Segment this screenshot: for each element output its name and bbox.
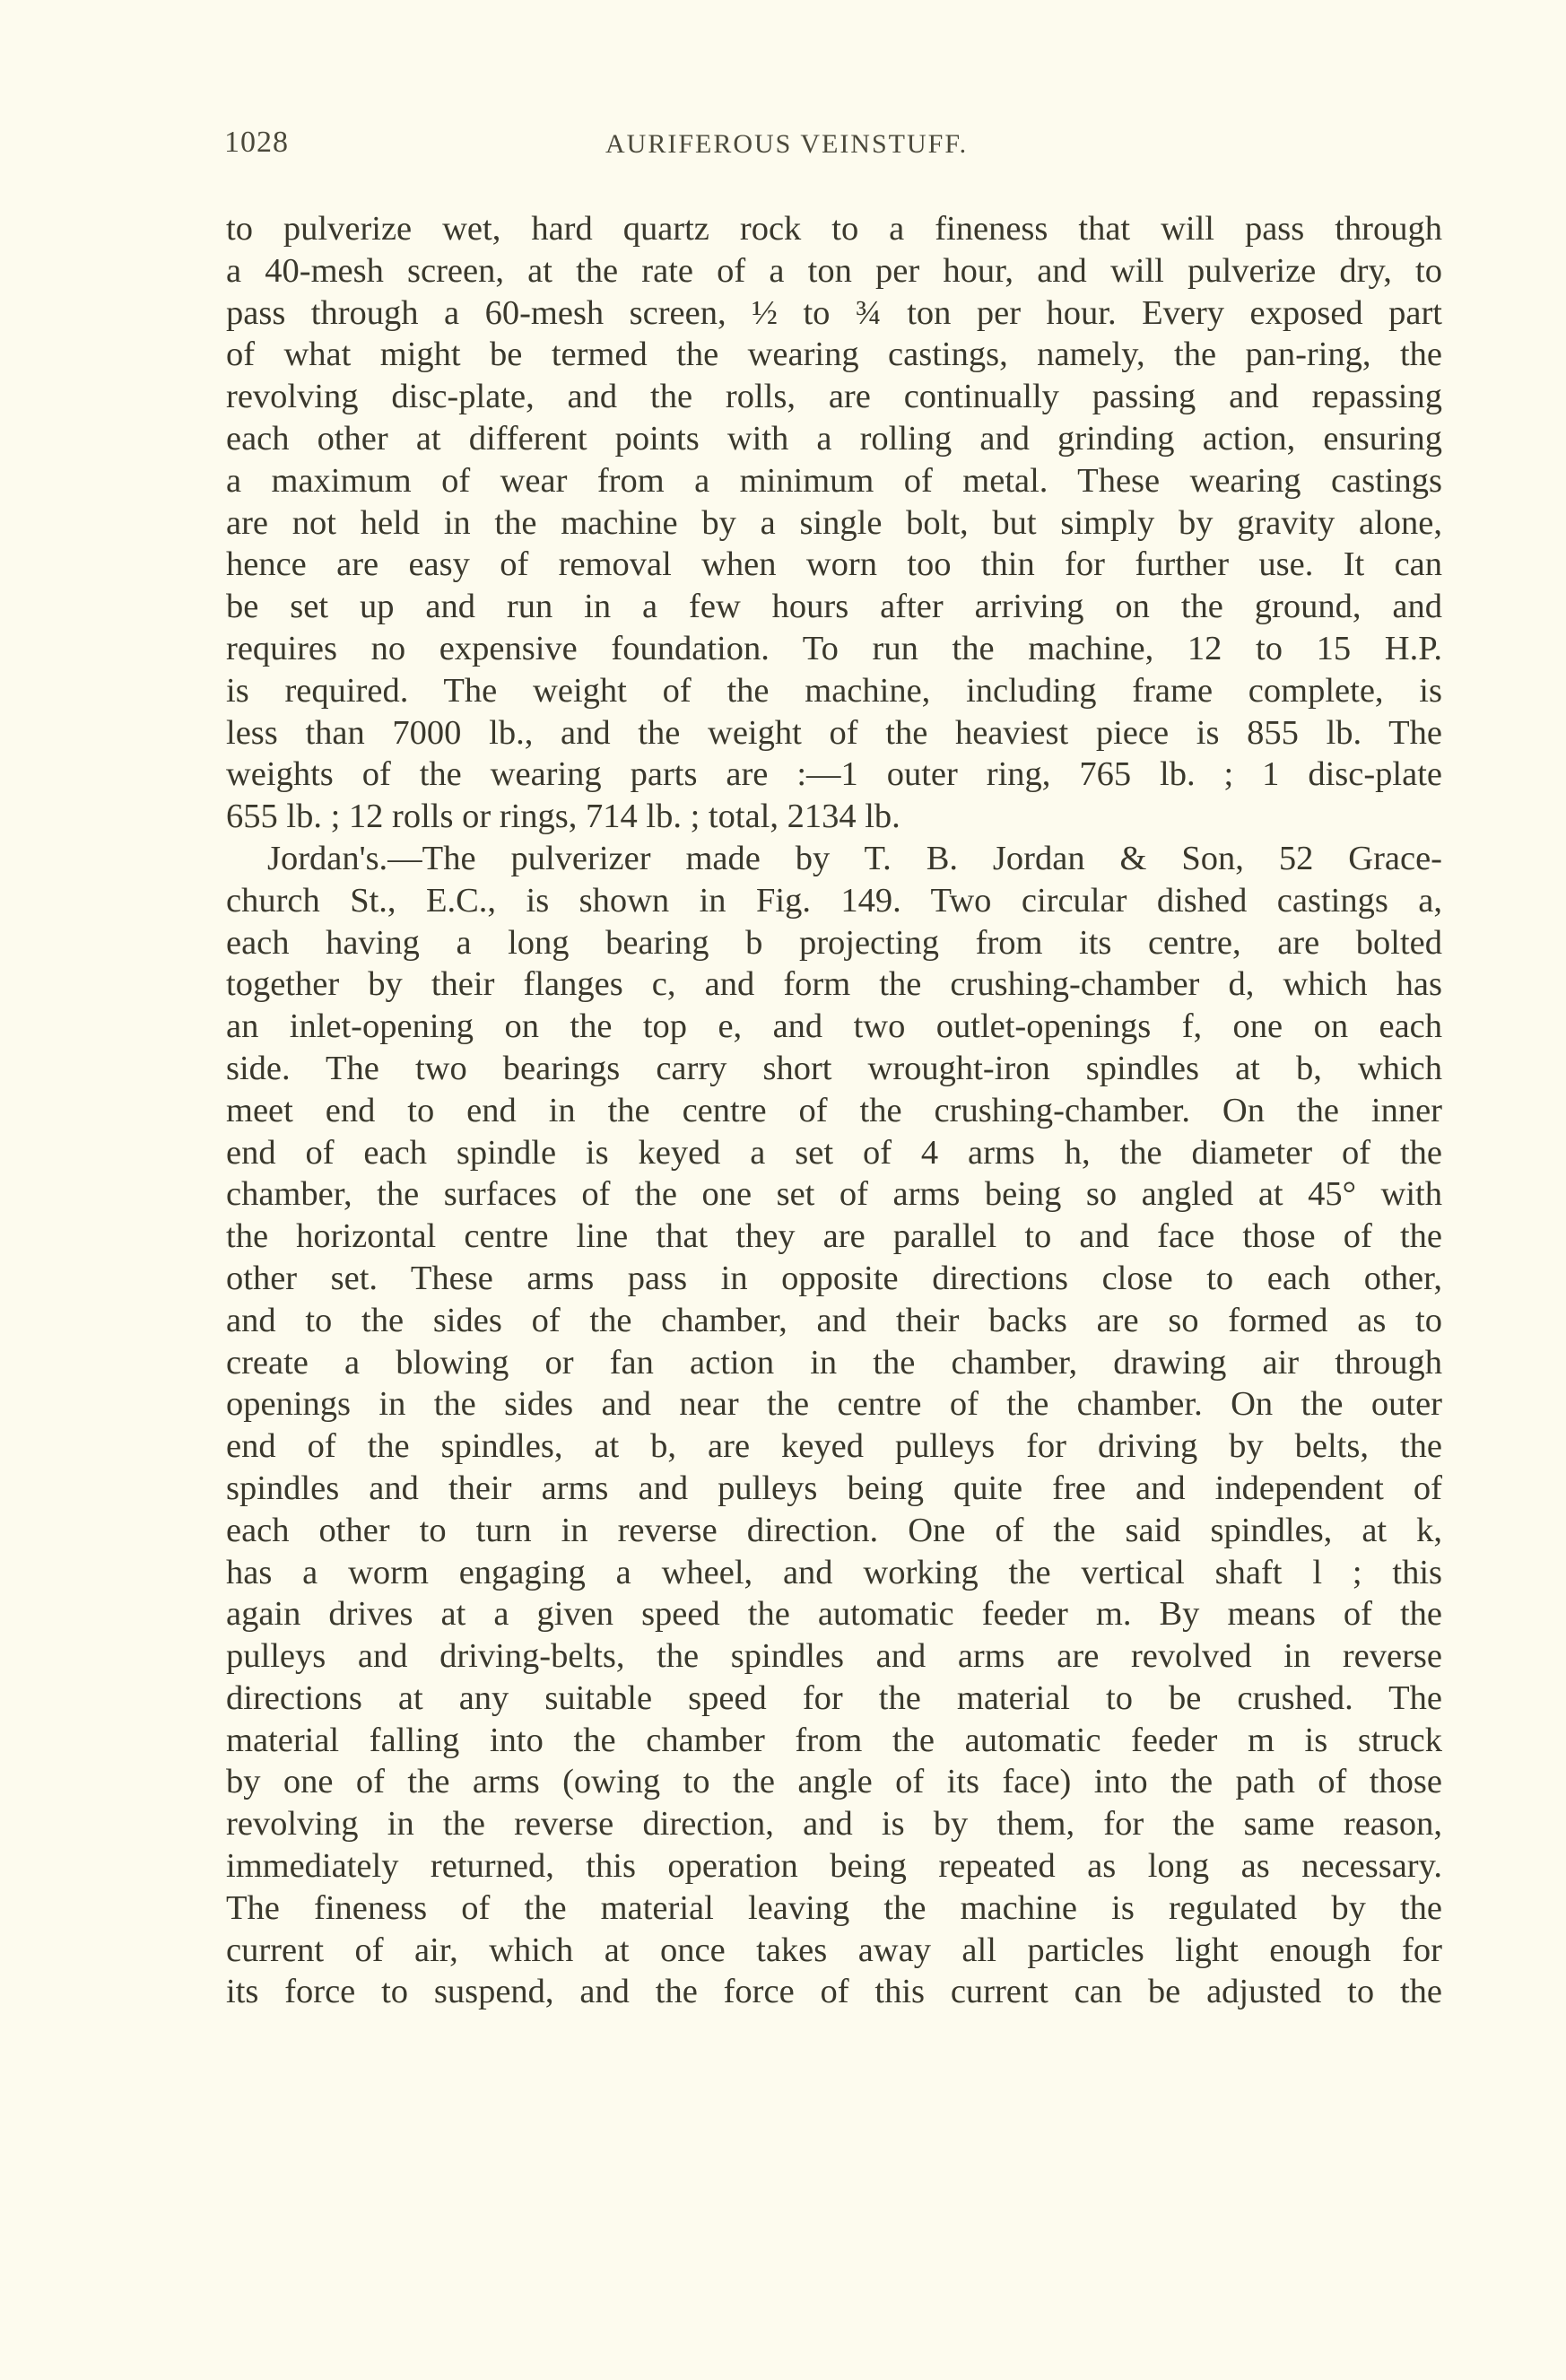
text-line: again drives at a given speed the automatic feeder m. By means of the (226, 1595, 1442, 1634)
text-line: is required. The weight of the machine, including frame complete, is (226, 671, 1442, 710)
text-line: pass through a 60-mesh screen, ½ to ¾ ton per hour. Every exposed part (226, 293, 1442, 332)
body-text (226, 208, 1442, 2013)
text-line: of what might be termed the wearing castings, namely, the pan-ring, the (226, 336, 1442, 374)
text-line: to pulverize wet, hard quartz rock to a fineness that will pass through (226, 210, 1442, 248)
text-line: less than 7000 lb., and the weight of the heaviest piece is 855 lb. The (226, 713, 1442, 752)
text-line: side. The two bearings carry short wrought-iron spindles at b, which (226, 1049, 1442, 1087)
text-line: an inlet-opening on the top e, and two outlet-openings f, one on each (226, 1007, 1442, 1046)
text-line: requires no expensive foundation. To run the machine, 12 to 15 H.P. (226, 629, 1442, 667)
text-line: and to the sides of the chamber, and their backs are so formed as to (226, 1301, 1442, 1339)
text-line: pulleys and driving-belts, the spindles and arms are revolved in reverse (226, 1637, 1442, 1676)
text-line: end of the spindles, at b, are keyed pulleys for driving by belts, the (226, 1427, 1442, 1466)
text-line: revolving in the reverse direction, and is by them, for the same reason, (226, 1805, 1442, 1844)
text-line: end of each spindle is keyed a set of 4 arms h, the diameter of the (226, 1133, 1442, 1172)
text-line: each having a long bearing b projecting from its centre, are bolted (226, 923, 1442, 962)
text-line: each other to turn in reverse direction. One of the said spindles, at k, (226, 1511, 1442, 1549)
text-line: directions at any suitable speed for the material to be crushed. The (226, 1678, 1442, 1717)
text-line: meet end to end in the centre of the crushing-chamber. On the inner (226, 1091, 1442, 1129)
text-line: material falling into the chamber from the automatic feeder m is struck (226, 1721, 1442, 1759)
text-line: revolving disc-plate, and the rolls, are continually passing and repassing (226, 378, 1442, 416)
text-line: current of air, which at once takes away all particles light enough for (226, 1931, 1442, 1969)
text-line: be set up and run in a few hours after arriving on the ground, and (226, 588, 1442, 626)
text-line: weights of the wearing parts are :—1 outer ring, 765 lb. ; 1 disc-plate (226, 755, 1442, 794)
text-line: spindles and their arms and pulleys being quite free and independent of (226, 1469, 1442, 1507)
text-line: are not held in the machine by a single bolt, but simply by gravity alone, (226, 503, 1442, 542)
text-line: immediately returned, this operation being repeated as long as necessary. (226, 1847, 1442, 1886)
text-line: church St., E.C., is shown in Fig. 149. Two circular dished castings a, (226, 881, 1442, 920)
text-line: has a worm engaging a wheel, and working the vertical shaft l ; this (226, 1553, 1442, 1591)
text-line: Jordan's.—The pulverizer made by T. B. Jordan & Son, 52 Grace- (267, 839, 1442, 877)
text-line: the horizontal centre line that they are parallel to and face those of the (226, 1217, 1442, 1256)
text-line: chamber, the surfaces of the one set of arms being so angled at 45° with (226, 1175, 1442, 1214)
text-line: by one of the arms (owing to the angle of its face) into the path of those (226, 1763, 1442, 1801)
running-title: AURIFEROUS VEINSTUFF. (605, 129, 969, 159)
text-line: each other at different points with a rolling and grinding action, ensuring (226, 419, 1442, 458)
paragraph (226, 838, 1442, 2013)
text-line: 655 lb. ; 12 rolls or rings, 714 lb. ; total, 2134 lb. (226, 798, 900, 836)
page-number: 1028 (224, 126, 289, 159)
text-line: a maximum of wear from a minimum of metal. These wearing castings (226, 461, 1442, 500)
text-line: openings in the sides and near the centre of the chamber. On the outer (226, 1385, 1442, 1424)
text-line: its force to suspend, and the force of this current can be adjusted to the (226, 1973, 1442, 2011)
text-line: a 40-mesh screen, at the rate of a ton per hour, and will pulverize dry, to (226, 251, 1442, 290)
text-line: create a blowing or fan action in the chamber, drawing air through (226, 1343, 1442, 1382)
text-line: together by their flanges c, and form the crushing-chamber d, which has (226, 965, 1442, 1004)
text-line: other set. These arms pass in opposite directions close to each other, (226, 1259, 1442, 1297)
paragraph (226, 208, 1442, 838)
text-line: The fineness of the material leaving the machine is regulated by the (226, 1888, 1442, 1927)
text-line: hence are easy of removal when worn too thin for further use. It can (226, 545, 1442, 584)
